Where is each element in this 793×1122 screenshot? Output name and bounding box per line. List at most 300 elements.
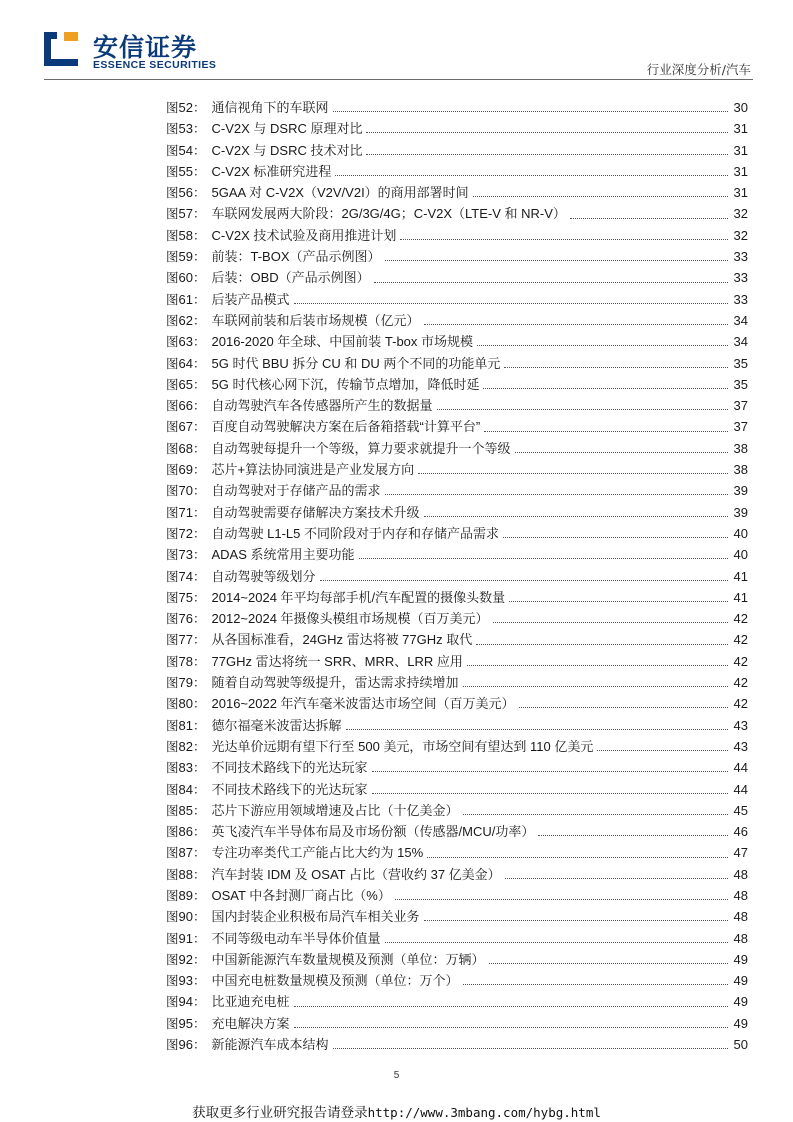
- dot-leader: [437, 397, 728, 410]
- figure-colon: ：: [192, 653, 206, 669]
- figure-title: 车联网前装和后装市场规模（亿元）: [211, 312, 420, 328]
- figure-title: 光达单价远期有望下行至 500 美元，市场空间有望达到 110 亿美元: [211, 738, 594, 754]
- figure-title: ADAS 系统常用主要功能: [211, 547, 355, 563]
- figure-label: 图: [166, 1037, 179, 1053]
- figure-label: 图: [166, 249, 179, 265]
- figure-label: 图: [166, 866, 179, 882]
- toc-entry[interactable]: [166, 736, 748, 757]
- toc-entry[interactable]: [166, 1034, 748, 1055]
- toc-entry[interactable]: [166, 608, 748, 629]
- page-reference: 31: [733, 163, 748, 179]
- figure-colon: ：: [192, 270, 206, 286]
- figure-title: 从各国标准看，24GHz 雷达将被 77GHz 取代: [211, 632, 473, 648]
- dot-leader: [515, 440, 728, 453]
- figure-label: 图: [166, 653, 179, 669]
- figure-title: 2012~2024 年摄像头模组市场规模（百万美元）: [211, 611, 489, 627]
- figure-label: 图: [166, 334, 179, 350]
- dot-leader: [489, 951, 728, 964]
- figure-colon: ：: [192, 611, 206, 627]
- dot-leader: [473, 184, 728, 197]
- toc-entry[interactable]: [166, 693, 748, 714]
- figure-title: 5GAA 对 C-V2X（V2V/V2I）的商用部署时间: [211, 185, 469, 201]
- figure-colon: ：: [192, 760, 206, 776]
- figure-title: 自动驾驶 L1-L5 不同阶段对于内存和存储产品需求: [211, 525, 499, 541]
- dot-leader: [597, 738, 728, 751]
- page-reference: 48: [733, 930, 748, 946]
- figure-label: 图: [166, 887, 179, 903]
- figure-title: 77GHz 雷达将统一 SRR、MRR、LRR 应用: [211, 653, 463, 669]
- page-reference: 32: [733, 206, 748, 222]
- page-reference: 37: [733, 398, 748, 414]
- figure-number: 78: [178, 653, 193, 669]
- figure-title: 随着自动驾驶等级提升，雷达需求持续增加: [211, 675, 459, 691]
- figure-number: 64: [178, 355, 193, 371]
- dot-leader: [320, 568, 728, 581]
- figure-number: 52: [178, 100, 193, 115]
- page-reference: 31: [733, 121, 748, 137]
- figure-number: 57: [178, 206, 193, 222]
- figure-title: 汽车封装 IDM 及 OSAT 占比（营收约 37 亿美金）: [211, 866, 501, 882]
- figure-colon: ：: [192, 100, 206, 115]
- page-reference: 46: [733, 824, 748, 840]
- page-reference: 32: [733, 227, 748, 243]
- page-reference: 39: [733, 483, 748, 499]
- toc-entry[interactable]: [166, 970, 748, 991]
- figure-number: 88: [178, 866, 193, 882]
- figure-title: C-V2X 标准研究进程: [211, 163, 332, 179]
- page-reference: 49: [733, 951, 748, 967]
- figure-title: 不同等级电动车半导体价值量: [211, 930, 381, 946]
- dot-leader: [427, 845, 728, 858]
- page-reference: 40: [733, 525, 748, 541]
- figure-label: 图: [166, 994, 179, 1010]
- figure-label: 图: [166, 100, 179, 115]
- page-reference: 33: [733, 249, 748, 265]
- figure-title: 2016-2020 年全球、中国前装 T-box 市场规模: [211, 334, 474, 350]
- dot-leader: [424, 312, 728, 325]
- toc-entry[interactable]: [166, 246, 748, 267]
- figure-label: 图: [166, 142, 179, 158]
- page-reference: 34: [733, 312, 748, 328]
- dot-leader: [385, 930, 728, 943]
- figure-label: 图: [166, 163, 179, 179]
- page-reference: 42: [733, 675, 748, 691]
- toc-entry[interactable]: [166, 182, 748, 203]
- toc-entry[interactable]: [166, 566, 748, 587]
- header-divider: [44, 79, 753, 80]
- page-reference: 49: [733, 994, 748, 1010]
- figure-title: 自动驾驶汽车各传感器所产生的数据量: [211, 398, 433, 414]
- toc-entry[interactable]: [166, 310, 748, 331]
- figure-number: 67: [178, 419, 193, 435]
- figure-label: 图: [166, 824, 179, 840]
- figure-colon: ：: [192, 802, 206, 818]
- figure-title: 自动驾驶每提升一个等级，算力要求就提升一个等级: [211, 440, 511, 456]
- figure-label: 图: [166, 504, 179, 520]
- figure-number: 87: [178, 845, 193, 861]
- toc-entry[interactable]: [166, 800, 748, 821]
- figure-label: 图: [166, 973, 179, 989]
- page-reference: 48: [733, 909, 748, 925]
- figure-number: 54: [178, 142, 193, 158]
- figure-colon: ：: [192, 249, 206, 265]
- figure-colon: ：: [192, 142, 206, 158]
- figure-colon: ：: [192, 951, 206, 967]
- figure-title: 芯片下游应用领域增速及占比（十亿美金）: [211, 802, 459, 818]
- figure-title: 后装产品模式: [211, 291, 290, 307]
- page-reference: 35: [733, 376, 748, 392]
- toc-entry[interactable]: [166, 502, 748, 523]
- dot-leader: [463, 972, 728, 985]
- figure-number: 79: [178, 675, 193, 691]
- download-text: 获取更多行业研究报告请登录: [192, 1105, 368, 1121]
- toc-entry[interactable]: [166, 629, 748, 650]
- figure-number: 94: [178, 994, 193, 1010]
- toc-entry[interactable]: [166, 331, 748, 352]
- figure-label: 图: [166, 611, 179, 627]
- dot-leader: [333, 99, 728, 112]
- page-reference: 50: [733, 1037, 748, 1053]
- brand-name-en: ESSENCE SECURITIES: [93, 59, 217, 71]
- toc-entry[interactable]: [166, 203, 748, 224]
- figure-label: 图: [166, 525, 179, 541]
- figure-number: 70: [178, 483, 193, 499]
- dot-leader: [483, 376, 728, 389]
- dot-leader: [346, 717, 728, 730]
- figure-number: 75: [178, 589, 193, 605]
- figure-label: 图: [166, 802, 179, 818]
- figure-number: 73: [178, 547, 193, 563]
- page-reference: 30: [733, 100, 748, 115]
- figure-label: 图: [166, 568, 179, 584]
- figure-colon: ：: [192, 291, 206, 307]
- page-reference: 49: [733, 1015, 748, 1031]
- page-reference: 47: [733, 845, 748, 861]
- figure-title: 前装：T-BOX（产品示例图）: [211, 249, 381, 265]
- figure-title: 充电解决方案: [211, 1015, 290, 1031]
- dot-leader: [335, 163, 728, 176]
- figure-colon: ：: [192, 376, 206, 392]
- figure-title: 专注功率类代工产能占比大约为 15%: [211, 845, 424, 861]
- dot-leader: [505, 866, 728, 879]
- page-reference: 31: [733, 142, 748, 158]
- dot-leader: [424, 908, 728, 921]
- figure-number: 62: [178, 312, 193, 328]
- dot-leader: [477, 333, 728, 346]
- figure-title: 自动驾驶等级划分: [211, 568, 316, 584]
- figure-number: 58: [178, 227, 193, 243]
- toc-entry[interactable]: [166, 779, 748, 800]
- figure-colon: ：: [192, 1015, 206, 1031]
- figure-number: 77: [178, 632, 193, 648]
- figure-number: 71: [178, 504, 193, 520]
- toc-entry[interactable]: [166, 225, 748, 246]
- figure-toc: [166, 97, 748, 1055]
- figure-number: 72: [178, 525, 193, 541]
- essence-logo-icon: [44, 32, 78, 66]
- dot-leader: [424, 504, 728, 517]
- dot-leader: [538, 823, 728, 836]
- figure-number: 86: [178, 824, 193, 840]
- page-number: 5: [393, 1070, 400, 1081]
- page-reference: 42: [733, 611, 748, 627]
- figure-colon: ：: [192, 717, 206, 733]
- figure-number: 83: [178, 760, 193, 776]
- figure-number: 90: [178, 909, 193, 925]
- figure-number: 76: [178, 611, 193, 627]
- toc-entry[interactable]: [166, 906, 748, 927]
- page-reference: 48: [733, 866, 748, 882]
- figure-colon: ：: [192, 738, 206, 754]
- toc-entry[interactable]: [166, 97, 748, 118]
- figure-colon: ：: [192, 696, 206, 712]
- download-link[interactable]: http://www.3mbang.com/hybg.html: [367, 1105, 601, 1120]
- page-reference: 45: [733, 802, 748, 818]
- figure-colon: ：: [192, 973, 206, 989]
- dot-leader: [504, 355, 728, 368]
- figure-label: 图: [166, 760, 179, 776]
- figure-label: 图: [166, 312, 179, 328]
- figure-label: 图: [166, 121, 179, 137]
- figure-colon: ：: [192, 227, 206, 243]
- dot-leader: [570, 206, 728, 219]
- figure-colon: ：: [192, 334, 206, 350]
- page-reference: 42: [733, 632, 748, 648]
- toc-entry[interactable]: [166, 885, 748, 906]
- figure-colon: ：: [192, 994, 206, 1010]
- dot-leader: [385, 248, 728, 261]
- figure-number: 68: [178, 440, 193, 456]
- page-reference: 38: [733, 440, 748, 456]
- page-reference: 43: [733, 717, 748, 733]
- toc-entry[interactable]: [166, 395, 748, 416]
- figure-colon: ：: [192, 483, 206, 499]
- toc-entry[interactable]: [166, 864, 748, 885]
- toc-entry[interactable]: [166, 821, 748, 842]
- figure-colon: ：: [192, 632, 206, 648]
- figure-number: 56: [178, 185, 193, 201]
- figure-colon: ：: [192, 440, 206, 456]
- figure-label: 图: [166, 1015, 179, 1031]
- figure-number: 80: [178, 696, 193, 712]
- dot-leader: [374, 270, 728, 283]
- brand-name-cn: 安信证券: [93, 33, 198, 62]
- dot-leader: [366, 120, 728, 133]
- page-reference: 31: [733, 185, 748, 201]
- dot-leader: [503, 525, 728, 538]
- figure-title: 不同技术路线下的光达玩家: [211, 781, 368, 797]
- figure-number: 96: [178, 1037, 193, 1053]
- dot-leader: [463, 674, 728, 687]
- figure-colon: ：: [192, 547, 206, 563]
- figure-title: 后装：OBD（产品示例图）: [211, 270, 370, 286]
- figure-title: 比亚迪充电桩: [211, 994, 290, 1010]
- figure-colon: ：: [192, 781, 206, 797]
- figure-number: 59: [178, 249, 193, 265]
- figure-number: 55: [178, 163, 193, 179]
- figure-label: 图: [166, 738, 179, 754]
- figure-colon: ：: [192, 1037, 206, 1053]
- figure-label: 图: [166, 462, 179, 478]
- toc-entry[interactable]: [166, 438, 748, 459]
- toc-entry[interactable]: [166, 161, 748, 182]
- dot-leader: [372, 781, 728, 794]
- page-reference: 41: [733, 568, 748, 584]
- page-reference: 43: [733, 738, 748, 754]
- dot-leader: [519, 695, 728, 708]
- dot-leader: [484, 419, 728, 432]
- figure-colon: ：: [192, 909, 206, 925]
- toc-entry[interactable]: [166, 842, 748, 863]
- figure-title: C-V2X 与 DSRC 技术对比: [211, 142, 363, 158]
- figure-label: 图: [166, 632, 179, 648]
- figure-label: 图: [166, 355, 179, 371]
- figure-title: 英飞凌汽车半导体布局及市场份额（传感器/MCU/功率）: [211, 824, 535, 840]
- figure-label: 图: [166, 781, 179, 797]
- figure-colon: ：: [192, 185, 206, 201]
- page-header: [0, 0, 793, 82]
- figure-label: 图: [166, 675, 179, 691]
- figure-number: 65: [178, 376, 193, 392]
- figure-label: 图: [166, 909, 179, 925]
- figure-number: 89: [178, 887, 193, 903]
- figure-title: 不同技术路线下的光达玩家: [211, 760, 368, 776]
- dot-leader: [400, 227, 728, 240]
- figure-title: 国内封装企业积极布局汽车相关业务: [211, 909, 420, 925]
- toc-entry[interactable]: [166, 140, 748, 161]
- figure-colon: ：: [192, 824, 206, 840]
- figure-label: 图: [166, 483, 179, 499]
- figure-title: 5G 时代核心网下沉，传输节点增加，降低时延: [211, 376, 480, 392]
- toc-entry[interactable]: [166, 651, 748, 672]
- figure-title: 5G 时代 BBU 拆分 CU 和 DU 两个不同的功能单元: [211, 355, 501, 371]
- toc-entry[interactable]: [166, 949, 748, 970]
- figure-title: 中国新能源汽车数量规模及预测（单位：万辆）: [211, 951, 485, 967]
- figure-title: 车联网发展两大阶段：2G/3G/4G；C-V2X（LTE-V 和 NR-V）: [211, 206, 566, 222]
- toc-entry[interactable]: [166, 991, 748, 1012]
- dot-leader: [385, 482, 728, 495]
- figure-number: 93: [178, 973, 193, 989]
- figure-colon: ：: [192, 398, 206, 414]
- figure-title: 德尔福毫米波雷达拆解: [211, 717, 342, 733]
- toc-entry[interactable]: [166, 118, 748, 139]
- figure-number: 66: [178, 398, 193, 414]
- page-reference: 44: [733, 781, 748, 797]
- figure-colon: ：: [192, 163, 206, 179]
- toc-entry[interactable]: [166, 353, 748, 374]
- figure-number: 74: [178, 568, 193, 584]
- toc-entry[interactable]: [166, 289, 748, 310]
- figure-title: 自动驾驶对于存储产品的需求: [211, 483, 381, 499]
- page-reference: 49: [733, 973, 748, 989]
- figure-number: 53: [178, 121, 193, 137]
- page-reference: 41: [733, 589, 748, 605]
- figure-colon: ：: [192, 589, 206, 605]
- toc-entry[interactable]: [166, 757, 748, 778]
- figure-label: 图: [166, 547, 179, 563]
- figure-number: 91: [178, 930, 193, 946]
- figure-label: 图: [166, 206, 179, 222]
- dot-leader: [294, 291, 728, 304]
- dot-leader: [333, 1036, 728, 1049]
- figure-title: 芯片+算法协同演进是产业发展方向: [211, 462, 415, 478]
- figure-label: 图: [166, 589, 179, 605]
- figure-label: 图: [166, 398, 179, 414]
- dot-leader: [509, 589, 728, 602]
- figure-colon: ：: [192, 568, 206, 584]
- dot-leader: [476, 632, 728, 645]
- figure-label: 图: [166, 440, 179, 456]
- toc-entry[interactable]: [166, 715, 748, 736]
- figure-colon: ：: [192, 675, 206, 691]
- toc-entry[interactable]: [166, 544, 748, 565]
- figure-number: 63: [178, 334, 193, 350]
- page-reference: 39: [733, 504, 748, 520]
- page-reference: 42: [733, 653, 748, 669]
- figure-number: 69: [178, 462, 193, 478]
- toc-entry[interactable]: [166, 672, 748, 693]
- figure-title: 中国充电桩数量规模及预测（单位：万个）: [211, 973, 459, 989]
- report-type: 行业深度分析/汽车: [646, 62, 751, 77]
- page-reference: 37: [733, 419, 748, 435]
- figure-colon: ：: [192, 312, 206, 328]
- page-reference: 34: [733, 334, 748, 350]
- dot-leader: [359, 546, 728, 559]
- page-reference: 33: [733, 291, 748, 307]
- figure-title: 2014~2024 年平均每部手机/汽车配置的摄像头数量: [211, 589, 506, 605]
- figure-label: 图: [166, 270, 179, 286]
- figure-number: 82: [178, 738, 193, 754]
- figure-colon: ：: [192, 206, 206, 222]
- figure-title: 通信视角下的车联网: [211, 100, 329, 115]
- page-reference: 33: [733, 270, 748, 286]
- toc-entry[interactable]: [166, 374, 748, 395]
- figure-colon: ：: [192, 504, 206, 520]
- figure-title: 自动驾驶需要存储解决方案技术升级: [211, 504, 420, 520]
- figure-label: 图: [166, 419, 179, 435]
- dot-leader: [463, 802, 728, 815]
- dot-leader: [395, 887, 728, 900]
- figure-colon: ：: [192, 866, 206, 882]
- dot-leader: [418, 461, 728, 474]
- toc-entry[interactable]: [166, 928, 748, 949]
- dot-leader: [294, 1015, 728, 1028]
- figure-title: 2016~2022 年汽车毫米波雷达市场空间（百万美元）: [211, 696, 515, 712]
- toc-entry[interactable]: [166, 459, 748, 480]
- figure-number: 95: [178, 1015, 193, 1031]
- page-reference: 44: [733, 760, 748, 776]
- toc-entry[interactable]: [166, 587, 748, 608]
- toc-entry[interactable]: [166, 267, 748, 288]
- dot-leader: [366, 142, 728, 155]
- figure-label: 图: [166, 376, 179, 392]
- figure-label: 图: [166, 185, 179, 201]
- figure-title: 百度自动驾驶解决方案在后备箱搭载“计算平台”: [211, 419, 481, 435]
- toc-entry[interactable]: [166, 523, 748, 544]
- dot-leader: [294, 994, 728, 1007]
- figure-number: 84: [178, 781, 193, 797]
- toc-entry[interactable]: [166, 480, 748, 501]
- figure-colon: ：: [192, 462, 206, 478]
- figure-number: 92: [178, 951, 193, 967]
- figure-label: 图: [166, 227, 179, 243]
- figure-title: 新能源汽车成本结构: [211, 1037, 329, 1053]
- figure-colon: ：: [192, 525, 206, 541]
- figure-colon: ：: [192, 845, 206, 861]
- figure-label: 图: [166, 951, 179, 967]
- toc-entry[interactable]: [166, 1013, 748, 1034]
- toc-entry[interactable]: [166, 416, 748, 437]
